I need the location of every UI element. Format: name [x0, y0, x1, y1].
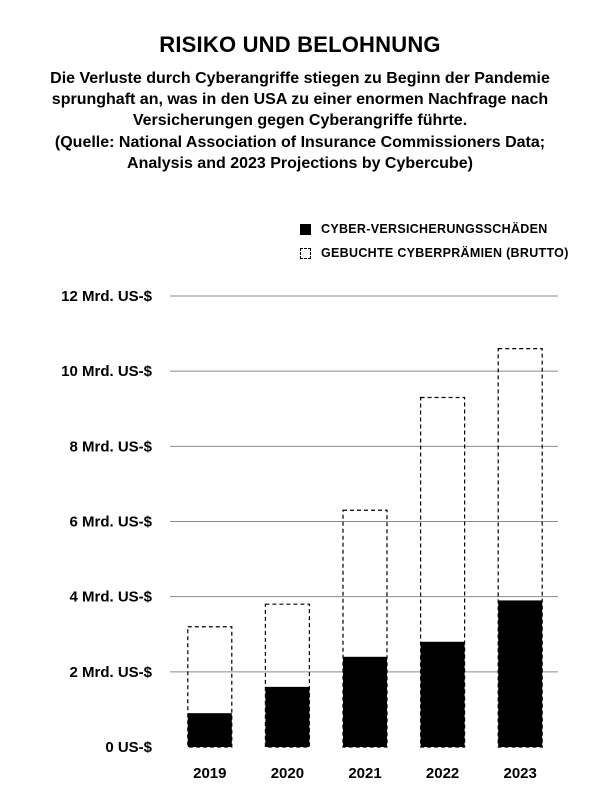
- legend-label-premiums: GEBUCHTE CYBERPRÄMIEN (BRUTTO): [321, 246, 569, 260]
- y-axis: [61, 288, 153, 756]
- y-tick-label: 6 Mrd. US-$: [69, 513, 152, 531]
- bar-losses-2023: [498, 600, 542, 747]
- y-tick-label: 12 Mrd. US-$: [61, 288, 152, 305]
- x-tick-label: 2020: [270, 765, 305, 782]
- x-tick-label: 2023: [503, 765, 537, 782]
- legend-label-losses: CYBER-VERSICHERUNGSSCHÄDEN: [321, 222, 548, 236]
- x-axis: [193, 765, 537, 782]
- x-tick-label: 2019: [193, 765, 227, 782]
- y-tick-label: 0 US-$: [105, 739, 152, 756]
- y-tick-label: 8 Mrd. US-$: [69, 438, 152, 456]
- chart-title: RISIKO UND BELOHNUNG: [159, 32, 441, 57]
- bar-losses-2019: [188, 713, 232, 747]
- bar-losses-2021: [343, 657, 387, 747]
- chart-subtitle: Die Verluste durch Cyberangriffe stiegen zu Beginn der Pandemie sprunghaft an, was in den USA zu einer enormen Nachfrage nach Versicherungen gegen Cyberangriffe führte.: [50, 70, 550, 129]
- y-tick-label: 2 Mrd. US-$: [69, 663, 152, 681]
- bar-losses-2020: [265, 687, 309, 747]
- x-tick-label: 2021: [348, 765, 382, 782]
- y-tick-label: 4 Mrd. US-$: [69, 588, 152, 606]
- bars: [188, 349, 542, 747]
- chart-source: (Quelle: National Association of Insurance Commissioners Data; Analysis and 2023 Projections by Cybercube): [54, 134, 546, 172]
- y-tick-label: 10 Mrd. US-$: [61, 363, 152, 381]
- x-tick-label: 2022: [425, 765, 460, 782]
- bar-losses-2022: [421, 642, 465, 747]
